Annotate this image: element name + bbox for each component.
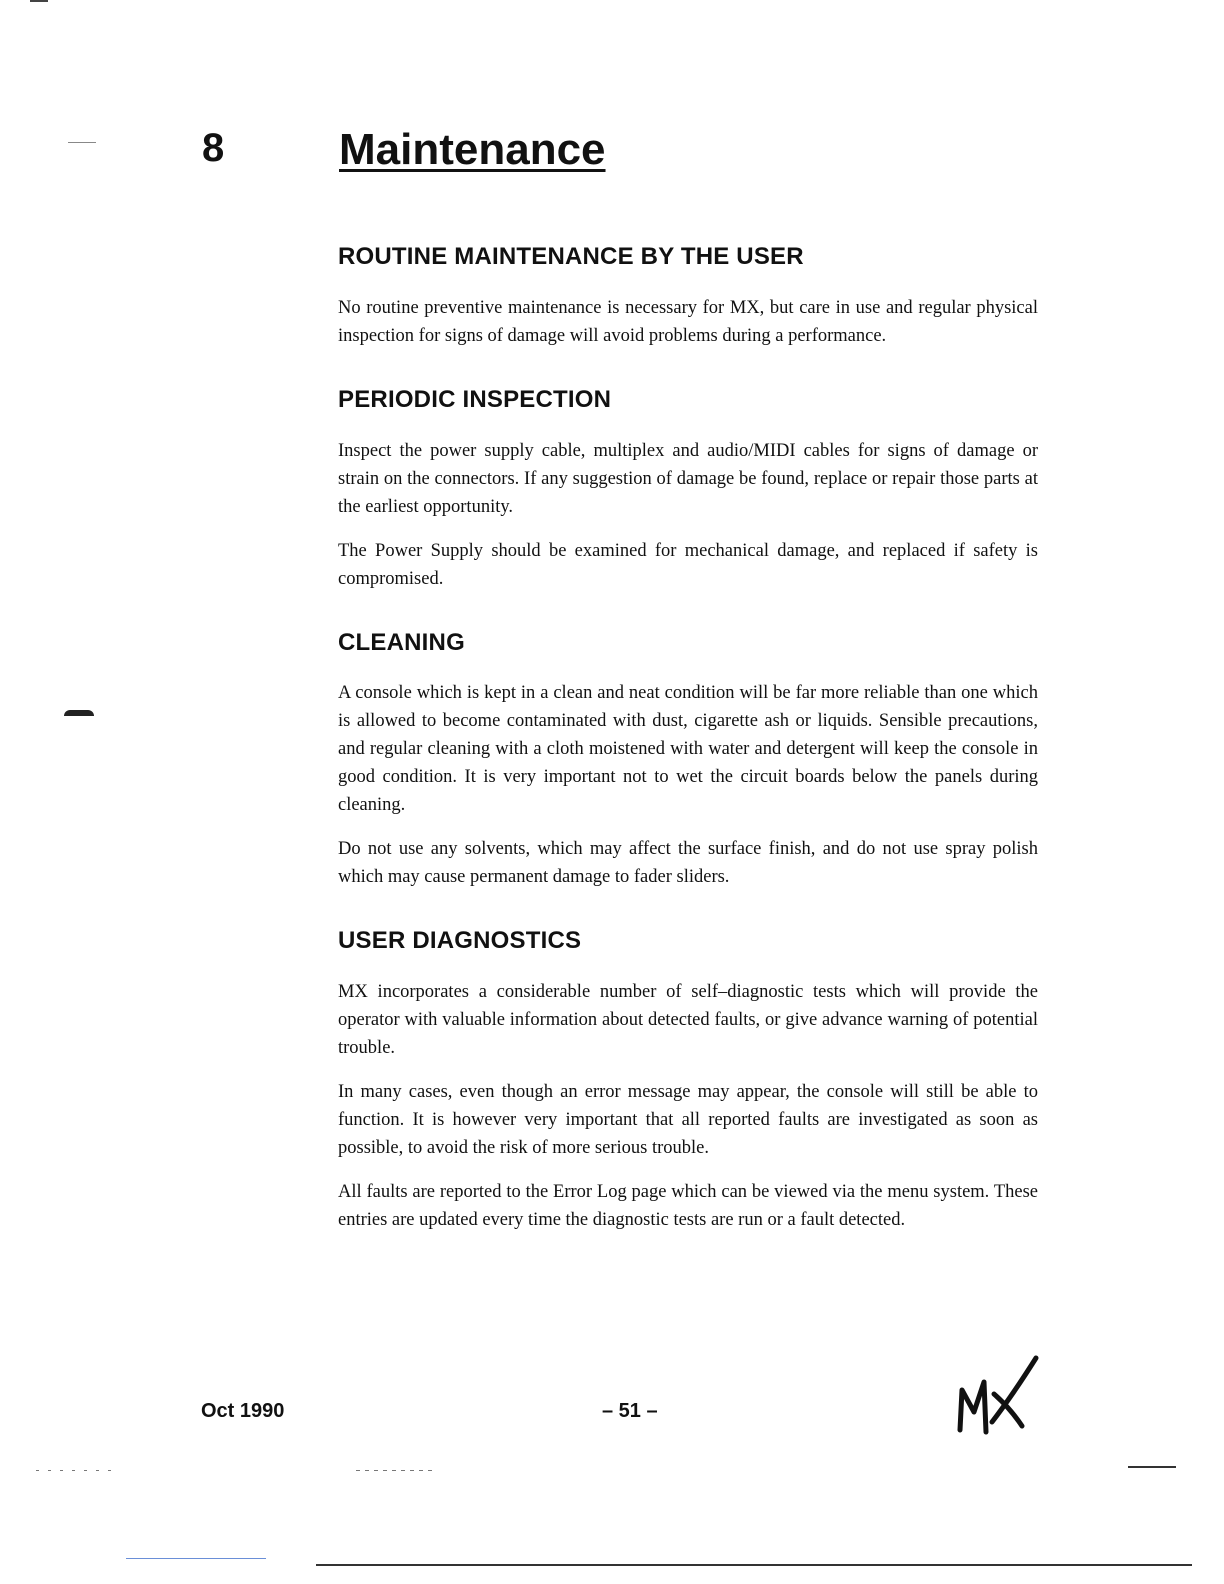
scan-artifact-left-mark <box>64 710 94 716</box>
chapter-number: 8 <box>202 126 225 170</box>
page-content <box>338 243 1038 1250</box>
paragraph: A console which is kept in a clean and neat condition will be far more reliable than one which is allowed to become contaminated with dust, cigarette ash or liquids. Sensible precautions, and regular cleaning with a cloth moistened with water and detergent will keep the console in good condition. It is very important not to wet the circuit boards below the panels during cleaning. <box>338 683 1038 816</box>
paragraph: All faults are reported to the Error Log page which can be viewed via the menu system. These entries are updated every time the diagnostic tests are run or a fault detected. <box>338 1182 1038 1231</box>
section-heading: USER DIAGNOSTICS <box>338 927 582 955</box>
paragraph: MX incorporates a considerable number of self–diagnostic tests which will provide the operator with valuable information about detected faults, or give advance warning of potential trouble. <box>338 982 1038 1059</box>
chapter-title: Maintenance <box>339 125 606 174</box>
scan-artifact-top <box>30 0 48 2</box>
scan-artifact-bottom-line <box>316 1564 1192 1566</box>
paragraph: No routine preventive maintenance is necessary for MX, but care in use and regular physical inspection for signs of damage will avoid problems during a performance. <box>338 297 1038 346</box>
scan-artifact-dots-left <box>36 1470 116 1471</box>
section-heading: ROUTINE MAINTENANCE BY THE USER <box>338 243 804 270</box>
footer-date: Oct 1990 <box>201 1400 285 1422</box>
scan-artifact-right-line <box>1128 1466 1176 1468</box>
scan-artifact-dots <box>68 142 96 143</box>
section-cleaning <box>338 629 1038 892</box>
section-routine-maintenance <box>338 243 1038 350</box>
paragraph: Inspect the power supply cable, multiplex and audio/MIDI cables for signs of damage or strain on the connectors. If any suggestion of damage be found, replace or repair those parts at the earliest opportunity. <box>338 440 1038 517</box>
paragraph: Do not use any solvents, which may affect the surface finish, and do not use spray polish which may cause permanent damage to fader sliders. <box>338 839 1038 888</box>
paragraph: In many cases, even though an error message may appear, the console will still be able to function. It is however very important that all reported faults are investigated as soon as possible, to avoid the risk of more serious trouble. <box>338 1082 1038 1159</box>
mx-logo-icon <box>950 1352 1046 1438</box>
footer-page-number: – 51 – <box>602 1400 658 1422</box>
section-heading: PERIODIC INSPECTION <box>338 385 612 413</box>
section-heading: CLEANING <box>338 628 465 656</box>
section-periodic-inspection <box>338 386 1038 593</box>
section-user-diagnostics <box>338 927 1038 1234</box>
paragraph: The Power Supply should be examined for mechanical damage, and replaced if safety is compromised. <box>338 540 1038 589</box>
scan-artifact-blue-line <box>126 1558 266 1559</box>
scan-artifact-dots-middle <box>356 1470 432 1471</box>
